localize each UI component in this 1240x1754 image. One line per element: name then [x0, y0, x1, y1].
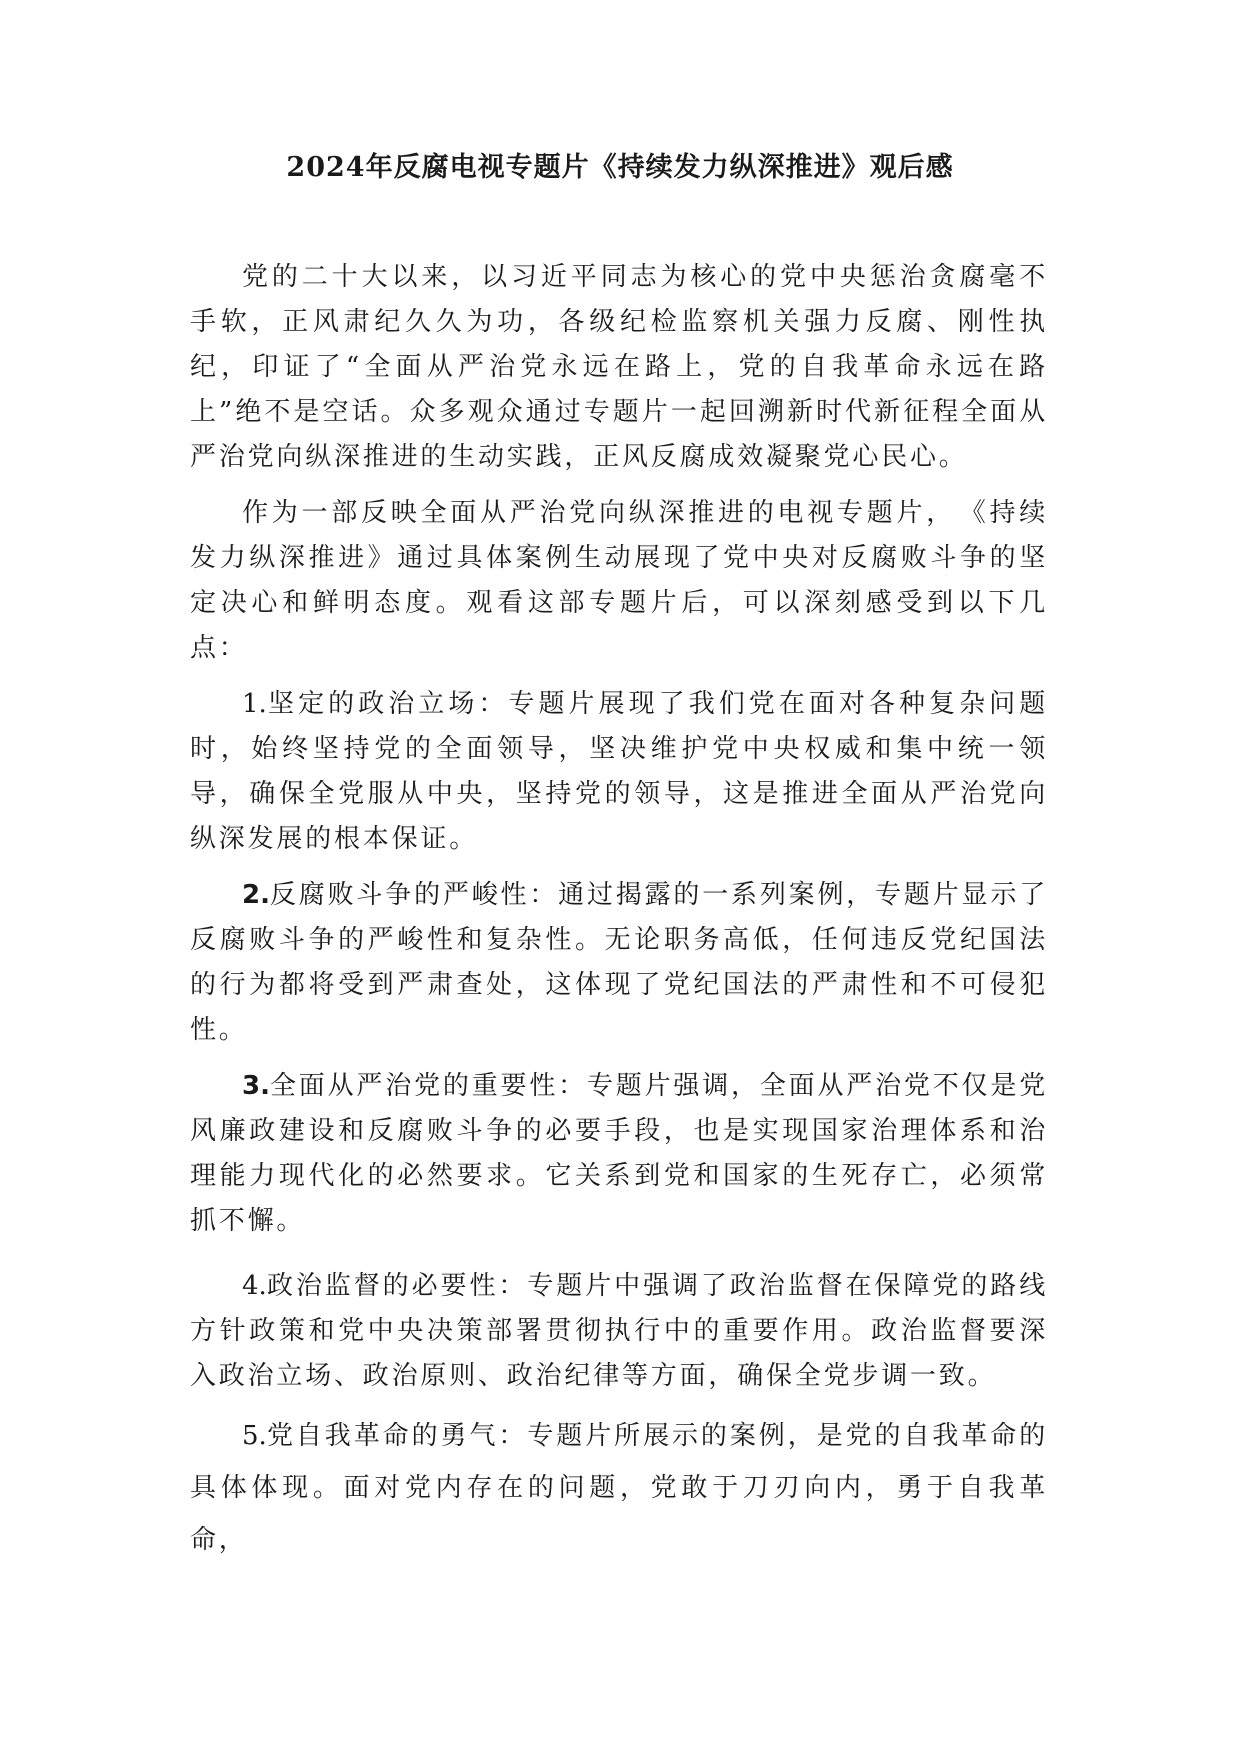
list-item-anti-corruption-severity — [190, 873, 1048, 1053]
paragraph-text: 坚定的政治立场：专题片展现了我们党在面对各种复杂问题时，始终坚持党的全面领导，坚决维护党中央权威和集中统一领导，确保全党服从中央，坚持党的领导，这是推进全面从严治党向纵深发展的根本保证。 — [190, 689, 1048, 854]
paragraph-overview — [190, 491, 1048, 671]
list-item-strict-governance — [190, 1064, 1048, 1244]
paragraph-text: 反腐败斗争的严峻性：通过揭露的一系列案例，专题片显示了反腐败斗争的严峻性和复杂性。无论职务高低，任何违反党纪国法的行为都将受到严肃查处，这体现了党纪国法的严肃性和不可侵犯性。 — [190, 880, 1048, 1045]
paragraph-text: 作为一部反映全面从严治党向纵深推进的电视专题片， 《持续发力纵深推进》通过具体案例生动展现了党中央对反腐败斗争的坚定决心和鲜明态度。观看这部专题片后，可以深刻感受到以下几点： — [190, 498, 1048, 663]
list-item-self-revolution — [190, 1410, 1048, 1566]
list-number: 2. — [242, 880, 270, 910]
document-body — [190, 255, 1048, 1577]
paragraph-text: 党自我革命的勇气：专题片所展示的案例，是党的自我革命的具体体现。面对党内存在的问题，党敢于刀刃向内，勇于自我革命， — [190, 1421, 1048, 1555]
list-number: 3. — [242, 1071, 270, 1101]
list-number: 4. — [242, 1271, 267, 1301]
paragraph-text: 政治监督的必要性：专题片中强调了政治监督在保障党的路线方针政策和党中央决策部署贯彻执行中的重要作用。政治监督要深入政治立场、政治原则、政治纪律等方面，确保全党步调一致。 — [190, 1271, 1048, 1391]
paragraph-text: 党的二十大以来，以习近平同志为核心的党中央惩治贪腐毫不手软，正风肃纪久久为功，各级纪检监察机关强力反腐、刚性执纪，印证了“全面从严治党永远在路上，党的自我革命永远在路上”绝不是空话。众多观众通过专题片一起回溯新时代新征程全面从严治党向纵深推进的生动实践，正风反腐成效凝聚党心民心。 — [190, 262, 1048, 472]
list-item-political-stance — [190, 682, 1048, 862]
paragraph-intro — [190, 255, 1048, 480]
list-number: 1. — [242, 689, 267, 719]
list-item-political-supervision — [190, 1264, 1048, 1399]
document-title: 2024年反腐电视专题片《持续发力纵深推进》观后感 — [286, 152, 954, 183]
paragraph-text: 全面从严治党的重要性：专题片强调，全面从严治党不仅是党风廉政建设和反腐败斗争的必要手段，也是实现国家治理体系和治理能力现代化的必然要求。它关系到党和国家的生死存亡，必须常抓不懈。 — [190, 1071, 1048, 1236]
list-number: 5. — [242, 1421, 267, 1451]
